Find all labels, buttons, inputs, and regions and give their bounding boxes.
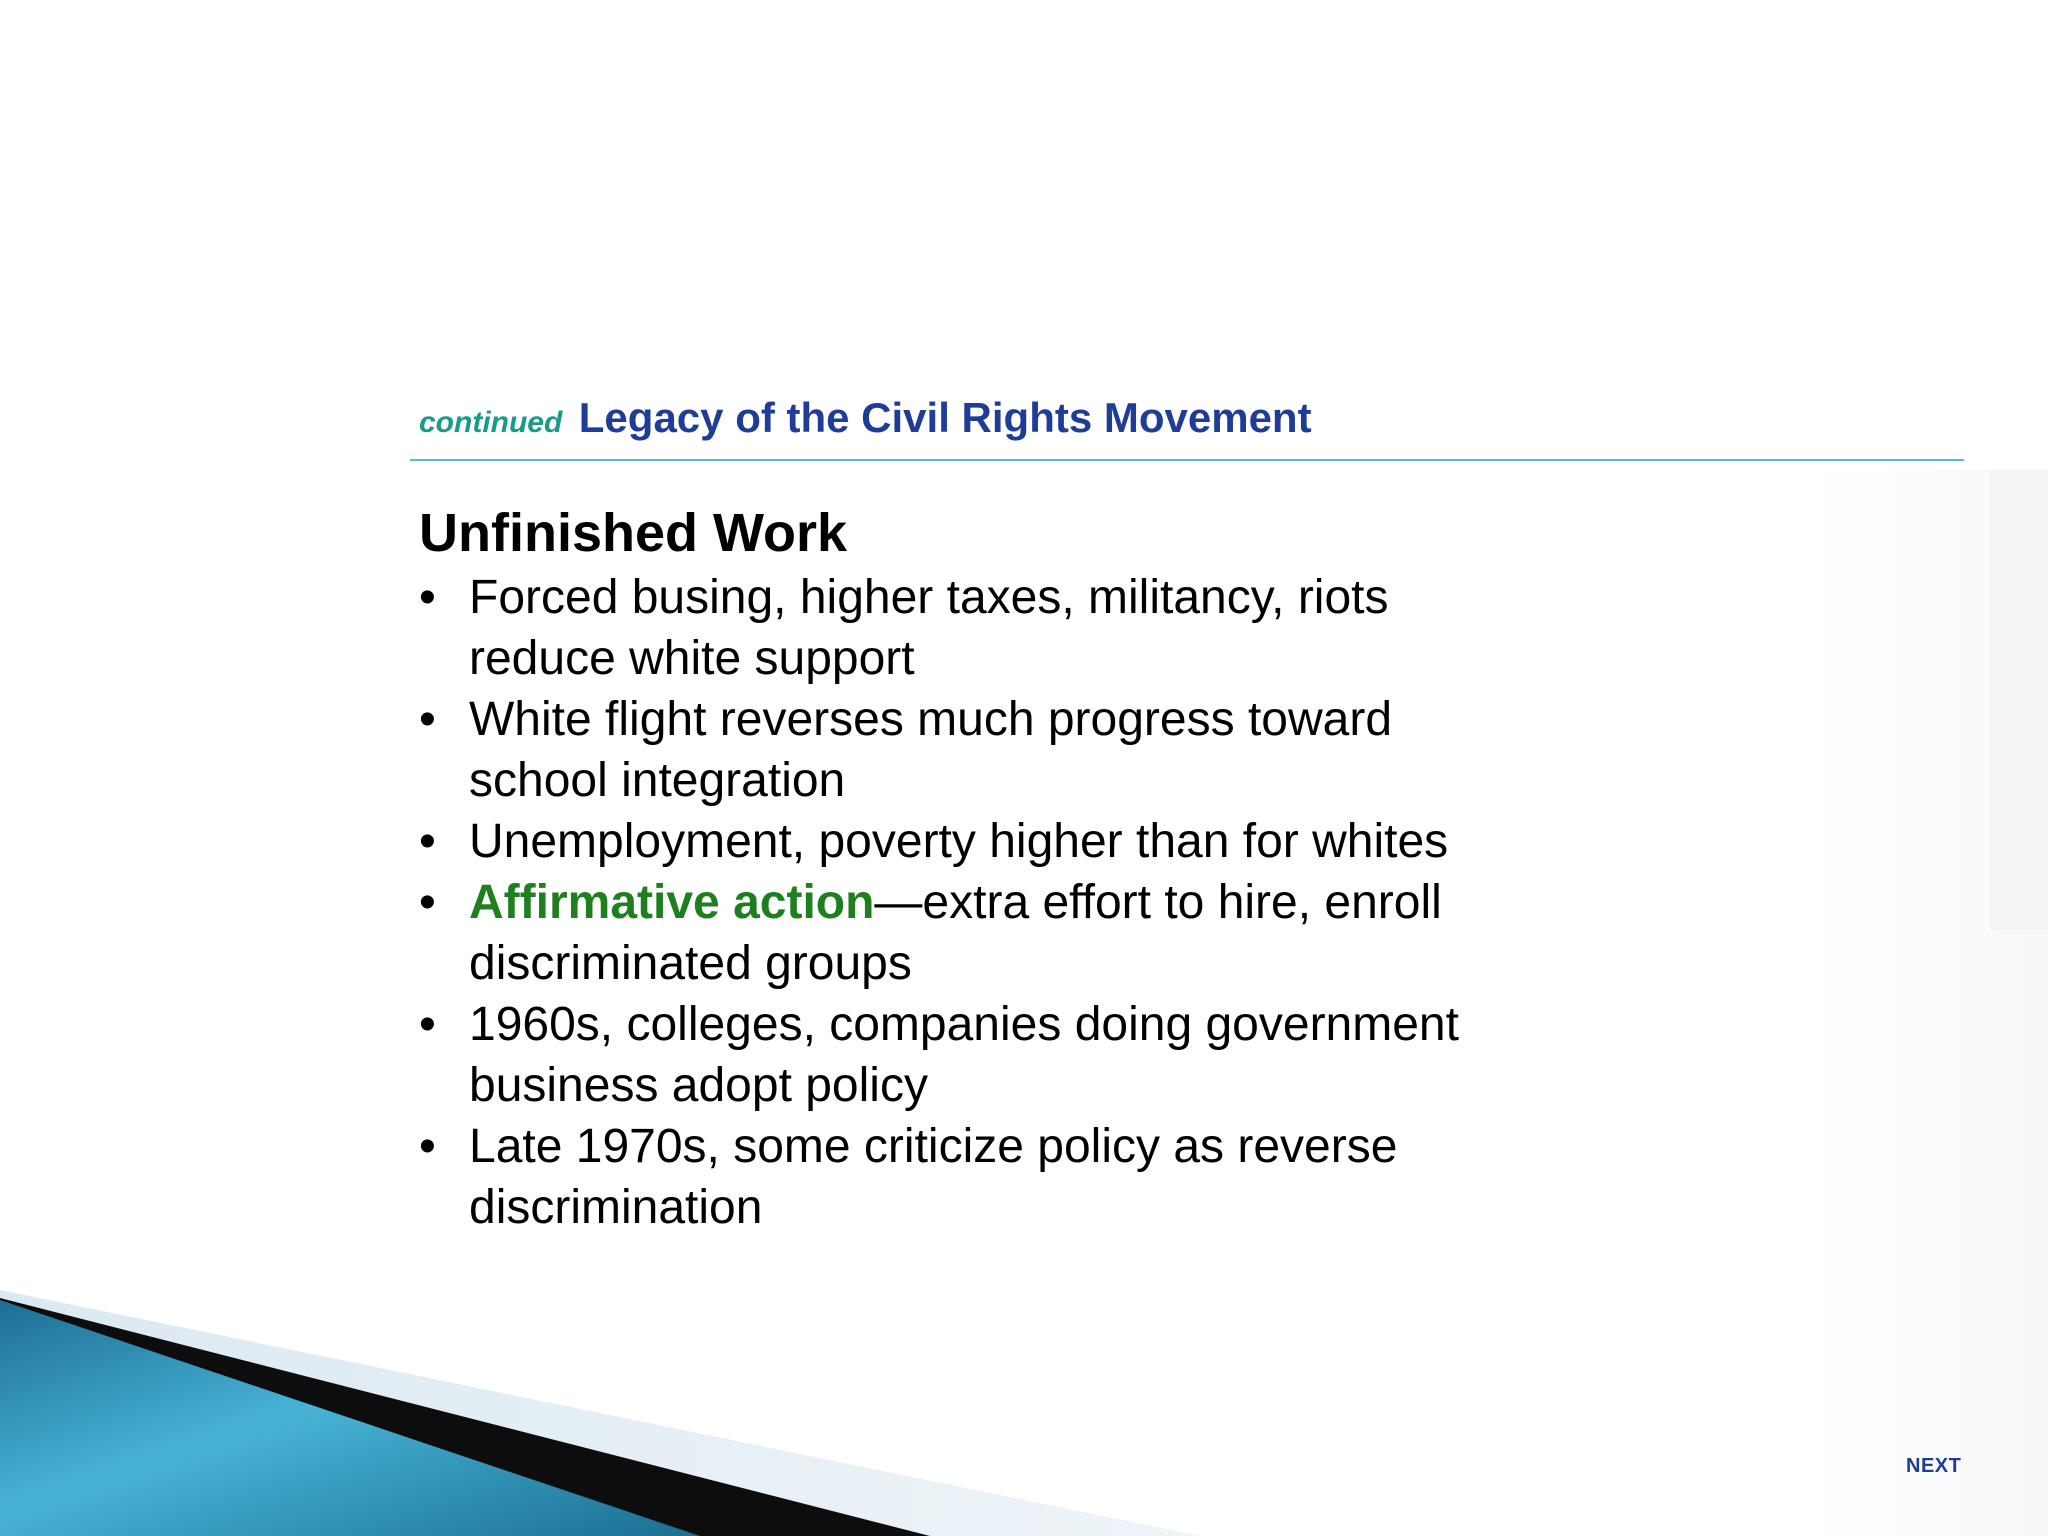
bullet-text-line2: reduce white support: [469, 632, 915, 685]
bullet-item: [419, 872, 1579, 994]
slide-title: Legacy of the Civil Rights Movement: [578, 394, 1312, 441]
continued-label: continued: [419, 406, 563, 439]
bullet-text-line1: Forced busing, higher taxes, militancy, riots: [469, 571, 1389, 624]
bullet-text-line2: school integration: [469, 754, 846, 807]
affirmative-action-term: Affirmative action: [469, 876, 875, 929]
bullet-list: [419, 567, 1579, 1238]
section-heading: Unfinished Work: [419, 503, 848, 563]
title-divider: [410, 459, 1964, 461]
bullet-text-line1: 1960s, colleges, companies doing government: [469, 998, 1459, 1051]
slide-title-row: [419, 394, 1312, 442]
bullet-item: [419, 1116, 1579, 1238]
bullet-text-line1: Late 1970s, some criticize policy as reverse: [469, 1120, 1398, 1173]
bullet-dot: •: [419, 1120, 436, 1173]
bullet-item: [419, 567, 1579, 689]
bullet-text-line2: discrimination: [469, 1181, 763, 1234]
bullet-text-line2: discriminated groups: [469, 937, 912, 990]
next-button[interactable]: NEXT: [1906, 1455, 1962, 1477]
bullet-dot: •: [419, 998, 436, 1051]
bullet-text-line1: White flight reverses much progress toward: [469, 693, 1393, 746]
bullet-item: [419, 994, 1579, 1116]
bullet-item: [419, 811, 1579, 872]
bullet-dot: •: [419, 876, 436, 929]
bullet-item: [419, 689, 1579, 811]
bullet-text-line1: —extra effort to hire, enroll: [874, 876, 1442, 929]
bullet-dot: •: [419, 571, 436, 624]
bullet-text-line1: Unemployment, poverty higher than for whites: [469, 815, 1449, 868]
bullet-dot: •: [419, 815, 436, 868]
bullet-dot: •: [419, 693, 436, 746]
bullet-text-line2: business adopt policy: [469, 1059, 928, 1112]
